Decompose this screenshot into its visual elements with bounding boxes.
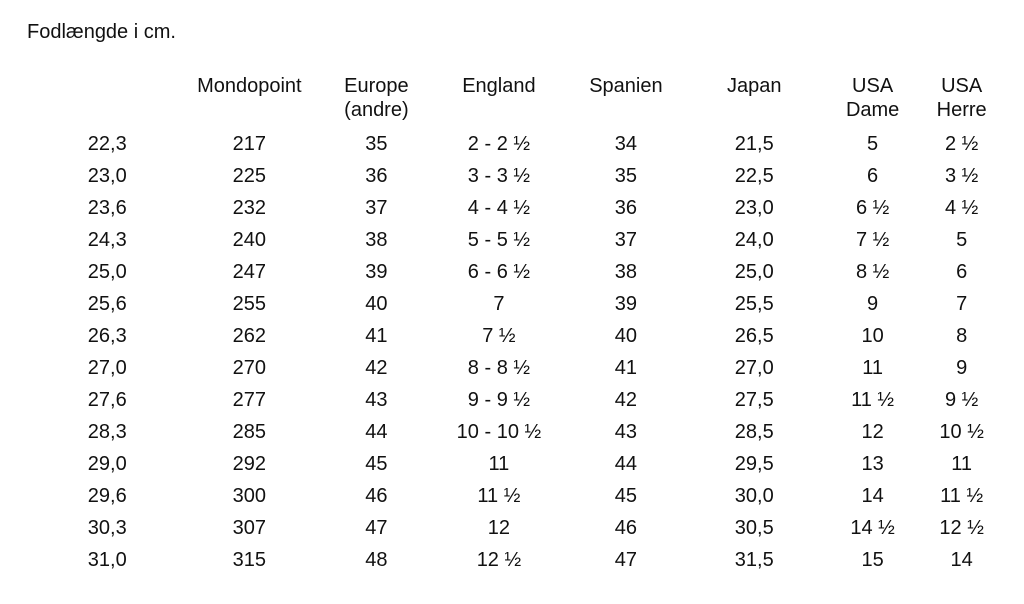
table-cell-usa-herre: 4 ½	[944, 197, 979, 219]
table-cell-usa-dame: 14	[861, 485, 884, 507]
column-header-line: Herre	[936, 99, 987, 121]
column-header-england	[409, 74, 590, 128]
table-cell-mondopoint: 225	[232, 165, 267, 187]
column-header-line: (andre)	[344, 99, 409, 121]
table-row	[60, 416, 1024, 448]
table-cell-spanien: 47	[614, 549, 638, 571]
table-cell-usa-herre: 11 ½	[940, 485, 984, 507]
table-cell-usa-herre: 5	[956, 229, 968, 251]
table-cell-mondopoint: 292	[232, 453, 267, 475]
table-cell-spanien: 44	[614, 453, 638, 475]
table-cell-usa-dame: 9	[867, 293, 879, 315]
table-cell-japan: 25,0	[734, 261, 774, 283]
table-cell-spanien: 41	[614, 357, 638, 379]
table-cell-usa-herre: 8	[956, 325, 968, 347]
table-cell-foot-length: 24,3	[87, 229, 127, 251]
table-cell-foot-length: 29,0	[87, 453, 127, 475]
table-row	[60, 512, 1024, 544]
table-cell-mondopoint: 307	[232, 517, 267, 539]
table-cell-foot-length: 23,6	[87, 197, 127, 219]
table-cell-mondopoint: 247	[232, 261, 267, 283]
table-cell-japan: 30,0	[734, 485, 774, 507]
table-cell-foot-length: 22,3	[87, 133, 127, 155]
column-header-line: Japan	[727, 75, 782, 97]
column-header-usa-herre	[899, 74, 1024, 128]
table-cell-japan: 26,5	[734, 325, 774, 347]
table-cell-usa-dame: 14 ½	[850, 517, 895, 539]
table-cell-spanien: 37	[614, 229, 638, 251]
table-cell-england: 6 - 6 ½	[467, 261, 531, 283]
table-cell-europe: 35	[365, 133, 388, 155]
table-cell-spanien: 35	[614, 165, 638, 187]
column-header-line: Dame	[845, 99, 900, 121]
table-cell-england: 7	[493, 293, 505, 315]
table-cell-japan: 25,5	[734, 293, 774, 315]
table-cell-usa-dame: 15	[861, 549, 884, 571]
table-row	[60, 544, 1024, 576]
table-cell-england: 5 - 5 ½	[467, 229, 531, 251]
table-cell-england: 8 - 8 ½	[467, 357, 531, 379]
table-cell-europe: 43	[365, 389, 388, 411]
table-cell-europe: 36	[365, 165, 388, 187]
table-cell-spanien: 36	[614, 197, 638, 219]
table-cell-usa-herre: 2 ½	[944, 133, 979, 155]
table-cell-japan: 29,5	[734, 453, 774, 475]
table-cell-europe: 48	[365, 549, 388, 571]
page-title: Fodlængde i cm.	[27, 21, 176, 43]
column-header-foot-length	[60, 74, 155, 128]
size-conversion-table	[60, 74, 1024, 576]
column-header-japan	[663, 74, 846, 128]
table-cell-usa-herre: 6	[956, 261, 968, 283]
table-cell-usa-dame: 7 ½	[855, 229, 890, 251]
table-cell-japan: 31,5	[734, 549, 774, 571]
table-cell-usa-herre: 9	[956, 357, 968, 379]
table-cell-foot-length: 25,0	[87, 261, 127, 283]
table-cell-spanien: 40	[614, 325, 638, 347]
table-cell-europe: 39	[365, 261, 388, 283]
table-cell-japan: 21,5	[734, 133, 774, 155]
table-cell-england: 2 - 2 ½	[467, 133, 531, 155]
table-cell-japan: 30,5	[734, 517, 774, 539]
table-cell-europe: 44	[365, 421, 388, 443]
table-body	[60, 128, 1024, 576]
table-cell-england: 10 - 10 ½	[456, 421, 542, 443]
table-cell-usa-herre: 7	[956, 293, 968, 315]
table-cell-usa-herre: 10 ½	[939, 421, 984, 443]
table-cell-spanien: 38	[614, 261, 638, 283]
table-cell-usa-dame: 6 ½	[855, 197, 890, 219]
column-header-line: USA	[941, 75, 983, 97]
table-cell-spanien: 46	[614, 517, 638, 539]
table-cell-mondopoint: 232	[232, 197, 267, 219]
table-cell-mondopoint: 240	[232, 229, 267, 251]
table-cell-england: 3 - 3 ½	[467, 165, 531, 187]
table-cell-mondopoint: 300	[232, 485, 267, 507]
table-cell-foot-length: 30,3	[87, 517, 127, 539]
column-header-mondopoint	[155, 74, 345, 128]
table-cell-europe: 38	[365, 229, 388, 251]
table-header-row	[60, 74, 1024, 128]
table-cell-foot-length: 31,0	[87, 549, 127, 571]
table-row	[60, 352, 1024, 384]
table-cell-mondopoint: 262	[232, 325, 267, 347]
column-header-line: England	[462, 75, 536, 97]
table-cell-usa-dame: 11	[862, 357, 883, 379]
table-row	[60, 320, 1024, 352]
table-row	[60, 480, 1024, 512]
table-cell-mondopoint: 270	[232, 357, 267, 379]
table-cell-japan: 22,5	[734, 165, 774, 187]
table-row	[60, 256, 1024, 288]
table-cell-foot-length: 25,6	[87, 293, 127, 315]
table-cell-england: 11	[488, 453, 510, 475]
table-cell-england: 7 ½	[482, 325, 516, 347]
table-cell-mondopoint: 217	[232, 133, 267, 155]
table-cell-usa-dame: 10	[861, 325, 884, 347]
table-cell-japan: 27,5	[734, 389, 774, 411]
table-cell-japan: 23,0	[734, 197, 774, 219]
table-row	[60, 128, 1024, 160]
table-cell-usa-herre: 3 ½	[944, 165, 979, 187]
table-row	[60, 192, 1024, 224]
table-cell-mondopoint: 315	[232, 549, 267, 571]
table-cell-england: 9 - 9 ½	[467, 389, 531, 411]
table-cell-mondopoint: 285	[232, 421, 267, 443]
table-cell-usa-herre: 11	[951, 453, 973, 475]
table-cell-england: 4 - 4 ½	[467, 197, 531, 219]
table-cell-japan: 24,0	[734, 229, 774, 251]
table-cell-mondopoint: 255	[232, 293, 267, 315]
table-cell-spanien: 34	[614, 133, 638, 155]
column-header-line: Mondopoint	[197, 75, 302, 97]
table-cell-england: 11 ½	[477, 485, 521, 507]
table-cell-europe: 42	[365, 357, 388, 379]
table-cell-spanien: 42	[614, 389, 638, 411]
table-cell-foot-length: 27,0	[87, 357, 127, 379]
table-row	[60, 448, 1024, 480]
table-cell-england: 12 ½	[476, 549, 522, 571]
table-cell-usa-herre: 14	[950, 549, 973, 571]
table-cell-europe: 37	[365, 197, 388, 219]
table-cell-spanien: 43	[614, 421, 638, 443]
table-cell-europe: 46	[365, 485, 388, 507]
table-cell-europe: 45	[365, 453, 388, 475]
table-row	[60, 288, 1024, 320]
table-cell-foot-length: 23,0	[87, 165, 127, 187]
table-cell-england: 12	[487, 517, 511, 539]
column-header-line: Spanien	[589, 75, 663, 97]
table-cell-foot-length: 26,3	[87, 325, 127, 347]
column-header-usa-dame	[846, 74, 899, 128]
table-cell-japan: 28,5	[734, 421, 774, 443]
table-cell-europe: 41	[365, 325, 388, 347]
column-header-spanien	[589, 74, 662, 128]
table-cell-japan: 27,0	[734, 357, 774, 379]
table-row	[60, 224, 1024, 256]
table-cell-foot-length: 27,6	[87, 389, 127, 411]
table-cell-europe: 47	[365, 517, 388, 539]
column-header-line: USA	[852, 75, 894, 97]
table-row	[60, 160, 1024, 192]
table-cell-usa-herre: 9 ½	[944, 389, 979, 411]
table-cell-foot-length: 28,3	[87, 421, 127, 443]
column-header-line: Europe	[344, 75, 409, 97]
table-cell-usa-herre: 12 ½	[939, 517, 984, 539]
column-header-europe	[344, 74, 409, 128]
table-cell-mondopoint: 277	[232, 389, 267, 411]
table-cell-spanien: 39	[614, 293, 638, 315]
table-cell-usa-dame: 6	[867, 165, 879, 187]
table-cell-usa-dame: 13	[861, 453, 884, 475]
table-cell-spanien: 45	[614, 485, 638, 507]
table-row	[60, 384, 1024, 416]
table-cell-usa-dame: 5	[867, 133, 879, 155]
table-cell-foot-length: 29,6	[87, 485, 127, 507]
table-cell-usa-dame: 12	[861, 421, 884, 443]
table-cell-usa-dame: 8 ½	[855, 261, 890, 283]
table-cell-usa-dame: 11 ½	[851, 389, 895, 411]
table-cell-europe: 40	[365, 293, 388, 315]
